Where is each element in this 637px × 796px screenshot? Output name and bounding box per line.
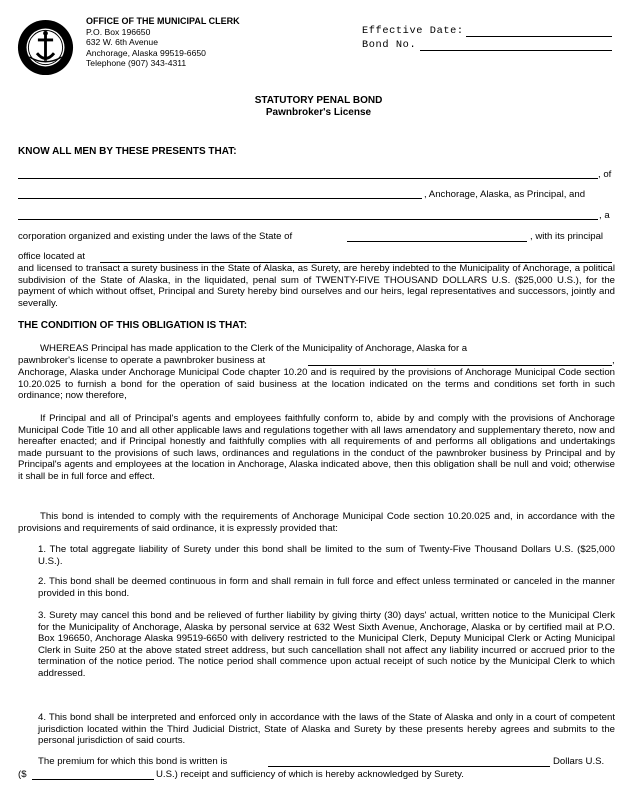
office-phone: Telephone (907) 343-4311 bbox=[86, 58, 187, 69]
business-location-field[interactable] bbox=[308, 365, 612, 366]
provision-3: 3. Surety may cancel this bond and be relieved of further liability by giving thirty (30) days' actual, written notice to the Municipal Clerk for the Municipality of Anchorage, Alaska by personal service at 632 West Sixth Avenue, Anchorage, Alaska or by certified mail at P.O. Box 196650, Anchorage Alaska 99519-6650 with delivery restricted to the Municipal Clerk, Deputy Municipal Clerk or Acting Municipal Clerk in Suite 250 at the above stated street address, but such cancellation shall not affect any liability incurred or accrued prior to the termination of the notice period. The notice period shall commence upon actual receipt of such notice by the Municipal Clerk to which addressed. bbox=[38, 610, 615, 679]
provision-2: 2. This bond shall be deemed continuous in form and shall remain in full force and effect unless terminated or canceled in the manner provided in this bond. bbox=[38, 576, 615, 599]
bond-subtitle: Pawnbroker's License bbox=[265, 107, 372, 118]
principal-name-field[interactable] bbox=[18, 178, 598, 179]
premium-line2-suffix: U.S.) receipt and sufficiency of which is hereby acknowledged by Surety. bbox=[156, 769, 464, 780]
bond-no-field[interactable] bbox=[420, 50, 612, 51]
premium-suffix: Dollars U.S. bbox=[553, 756, 605, 767]
premium-prefix: The premium for which this bond is written is bbox=[38, 756, 228, 767]
line5-prefix: office located at bbox=[18, 251, 86, 262]
intent-paragraph: This bond is intended to comply with the requirements of Anchorage Municipal Code section 10.20.025 and, in accordance with the provisions and requirements of said ordinance, it is expressly provided that: bbox=[18, 511, 615, 534]
office-city: Anchorage, Alaska 99519-6650 bbox=[86, 47, 206, 58]
office-title: OFFICE OF THE MUNICIPAL CLERK bbox=[86, 16, 240, 26]
whereas-paragraph-rest: Anchorage, Alaska under Anchorage Municipal Code chapter 10.20 and is required by the provisions of Anchorage Municipal Code section 10.20.025 to furnish a bond for the operation of said business at the location indicated on the terms and conditions set forth in such ordinance; now therefore, bbox=[18, 367, 615, 402]
conformance-paragraph: If Principal and all of Principal's agents and employees faithfully conform to, abide by and comply with the provisions of Anchorage Municipal Code Title 10 and all other applicable laws and regulations together with all laws amendatory and supplementary thereto, now and hereafter enacted; and if Principal honestly and faithfully complies with all requirements of and performs all obligations and undertakings made pursuant to the provisions of such laws, ordinances and regulations in the conduct of the pawnbroker business by Principal and by Principal's agents and employees at the location in Anchorage, Alaska indicated above, then this obligation shall be null and void; otherwise it shall be in full force and effect. bbox=[18, 413, 615, 482]
office-street: 632 W. 6th Avenue bbox=[86, 37, 158, 48]
surety-name-field[interactable] bbox=[18, 219, 598, 220]
line2-suffix: , Anchorage, Alaska, as Principal, and bbox=[424, 189, 586, 200]
provision-4: 4. This bond shall be interpreted and enforced only in accordance with the laws of the State of Alaska and only in a court of competent jurisdiction located within the Third Judicial District, State of Alaska and Surety by these presents hereby agrees and submits to the personal jurisdiction of said courts. bbox=[38, 712, 615, 747]
surety-state-field[interactable] bbox=[347, 241, 527, 242]
line1-suffix: , of bbox=[598, 169, 612, 180]
section-know-all-men-heading: KNOW ALL MEN BY THESE PRESENTS THAT: bbox=[18, 146, 237, 157]
indebtedness-paragraph: and licensed to transact a surety business in the State of Alaska, as Surety, are hereby indebted to the Municipality of Anchorage, a political subdivision of the State of Alaska, in the liquidated, penal sum of TWENTY-FIVE THOUSAND DOLLARS U.S. ($25,000 U.S.), for the payment of which without offset, Principal and Surety hereby bind ourselves and our heirs, legal representatives and successors, jointly and severally. bbox=[18, 263, 615, 309]
whereas-line1: WHEREAS Principal has made application to the Clerk of the Municipality of Anchorage, Alaska for a bbox=[40, 343, 468, 354]
premium-line2-prefix: ($ bbox=[18, 769, 27, 780]
principal-address-field[interactable] bbox=[18, 198, 422, 199]
provision-1: 1. The total aggregate liability of Surety under this bond shall be limited to the sum of Twenty-Five Thousand Dollars U.S. ($25,000 U.S.). bbox=[38, 544, 615, 567]
office-po-box: P.O. Box 196650 bbox=[86, 26, 151, 37]
bond-title: STATUTORY PENAL BOND bbox=[254, 95, 383, 106]
whereas-line2: pawnbroker's license to operate a pawnbroker business at bbox=[18, 355, 266, 366]
premium-amount-number-field[interactable] bbox=[32, 779, 154, 780]
line3-suffix: , a bbox=[599, 210, 610, 221]
municipal-seal-icon bbox=[17, 19, 74, 76]
line4-suffix: , with its principal bbox=[530, 231, 604, 242]
effective-date-field[interactable] bbox=[466, 36, 612, 37]
section-condition-heading: THE CONDITION OF THIS OBLIGATION IS THAT: bbox=[18, 320, 248, 331]
premium-amount-words-field[interactable] bbox=[268, 766, 550, 767]
office-address-block bbox=[86, 16, 240, 69]
bond-no-label: Bond No. bbox=[362, 39, 417, 51]
line4-prefix: corporation organized and existing under the laws of the State of bbox=[18, 231, 293, 242]
whereas-line2-comma: , bbox=[612, 355, 615, 366]
effective-date-label: Effective Date: bbox=[362, 25, 464, 37]
